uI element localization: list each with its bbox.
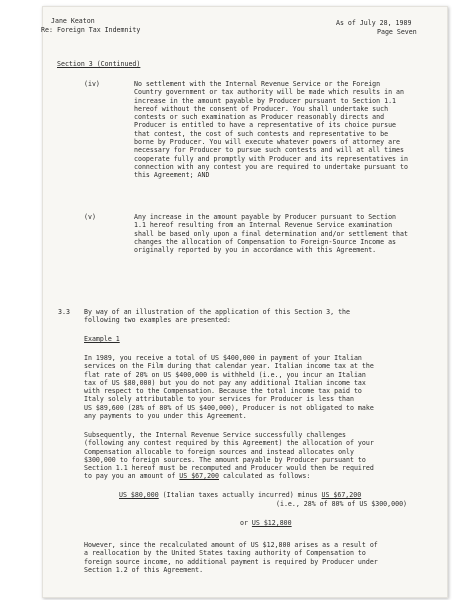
- text-line: borne by Producer. You will execute whatever powers of attorney are: [134, 138, 400, 147]
- calculation-detail: (i.e., 28% of 80% of US $300,000): [276, 500, 408, 508]
- text-line: following two examples are presented:: [84, 316, 231, 325]
- text-line: connection with any contest you are required to undertake pursuant to: [134, 162, 408, 171]
- text-line: However, since the recalculated amount of US $12,800 arises as a result of: [84, 541, 378, 549]
- clause-v-text: [134, 213, 408, 254]
- example-paragraph-1: [84, 354, 374, 420]
- recipient-name: Jane Keaton: [51, 17, 95, 25]
- calc-middle-text: (Italian taxes actually incurred) minus: [158, 491, 322, 499]
- text-line: Italy solely attributable to your services for Producer is less than: [84, 395, 354, 404]
- calc-left-amount: US $80,000: [119, 491, 159, 499]
- text-line: US $89,600 (28% of 80% of US $400,000), Producer is not obligated to make: [84, 403, 374, 412]
- clause-v-label: (v): [84, 213, 96, 221]
- page-number: Page Seven: [377, 28, 417, 36]
- result-amount: US $12,800: [251, 519, 292, 527]
- or-label: or: [240, 519, 252, 527]
- subject-line: Foreign Tax Indemnity: [57, 26, 141, 34]
- text-line: foreign source income, no additional payment is required by Producer under: [84, 557, 378, 566]
- text-line: tax of US $80,000) but you do not pay any additional Italian income tax: [84, 378, 366, 387]
- text-line: No settlement with the Internal Revenue Service or the Foreign: [134, 80, 381, 88]
- section-title: Section 3 (Continued): [57, 60, 141, 68]
- text-line: [84, 472, 374, 480]
- text-line: cooperate fully and promptly with Producer and its representatives in: [134, 154, 408, 163]
- text-line: originally reported by you in accordance with this Agreement.: [134, 246, 377, 255]
- text-line: a reallocation by the United States taxing authority of Compensation to: [84, 549, 366, 558]
- text-line: Country government or tax authority will be made which results in an: [134, 88, 404, 97]
- amount-due: US $67,200: [179, 472, 219, 481]
- clause-3-3-text: [84, 308, 350, 325]
- text-line: (following any contest required by this Agreement) the allocation of your: [84, 439, 374, 448]
- text-line: increase in the amount payable by Producer pursuant to Section 1.1: [134, 96, 397, 105]
- text-line: contests or such examination as Producer reasonably directs and: [134, 113, 385, 122]
- text-line: In 1989, you receive a total of US $400,000 in payment of your Italian: [84, 354, 362, 362]
- text-line: flat rate of 20% on US $400,000 is withheld (i.e., you incur an Italian: [84, 370, 366, 379]
- text-line: Section 1.1 hereof must be recomputed and Producer would then be required: [84, 464, 374, 473]
- text-line: with respect to the Compensation. Because the total income tax paid to: [84, 387, 362, 396]
- example-paragraph-3: [84, 541, 378, 574]
- text-line: Section 1.2 of this Agreement.: [84, 565, 204, 574]
- text-line: $300,000 to foreign sources. The amount payable by Producer pursuant to: [84, 455, 366, 464]
- text-line: that contest, the cost of such contests and representative to be: [134, 129, 389, 138]
- text-line: any payments to you under this Agreement.: [84, 412, 247, 421]
- text-line: Compensation allocable to foreign sources and instead allocates only: [84, 447, 354, 456]
- text-line: Any increase in the amount payable by Producer pursuant to Section: [134, 213, 397, 221]
- calc-right-amount: US $67,200: [321, 491, 362, 499]
- text-line: By way of an illustration of the application of this Section 3, the: [84, 308, 350, 316]
- text-line: necessary for Producer to pursue such contests and will at all times: [134, 146, 404, 155]
- text-segment: calculated as follows:: [218, 472, 311, 481]
- document-date: As of July 28, 1989: [336, 19, 412, 27]
- re-label: Re:: [41, 26, 53, 34]
- calculation-result: [240, 519, 292, 527]
- text-line: Subsequently, the Internal Revenue Service successfully challenges: [84, 431, 347, 439]
- document-page: [42, 6, 448, 598]
- text-segment: to pay you an amount of: [84, 472, 180, 481]
- text-line: services on the Film during that calendar year. Italian income tax at the: [84, 362, 374, 371]
- text-line: shall be based only upon a final determination and/or settlement that: [134, 229, 408, 238]
- text-line: changes the allocation of Compensation to Foreign-Source Income as: [134, 237, 397, 246]
- clause-iv-text: [134, 80, 408, 180]
- example-title: Example 1: [84, 335, 120, 343]
- text-line: this Agreement; AND: [134, 171, 210, 180]
- text-line: 1.1 hereof resulting from an Internal Revenue Service examination: [134, 221, 393, 230]
- clause-3-3-label: 3.3: [58, 308, 70, 316]
- text-line: hereof without the consent of Producer. You shall undertake such: [134, 104, 389, 113]
- clause-iv-label: (iv): [84, 80, 100, 88]
- text-line: Producer is entitled to have a representative of its choice pursue: [134, 121, 397, 130]
- calculation-line: [119, 491, 361, 499]
- example-paragraph-2: [84, 431, 374, 481]
